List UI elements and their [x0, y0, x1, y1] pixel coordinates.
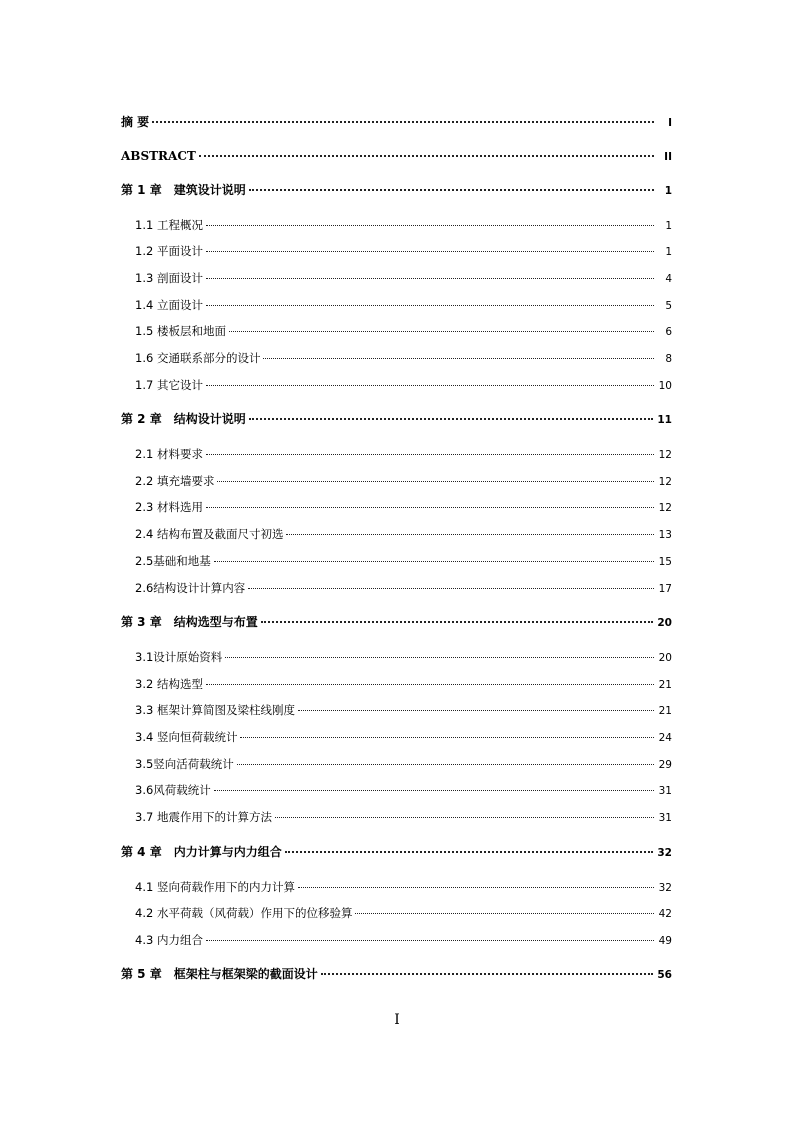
chapter-number: 第 3 章: [121, 615, 162, 629]
dot-leader: [237, 764, 654, 765]
section-label: 3.3 框架计算简图及梁柱线刚度: [135, 703, 295, 717]
section-label: 3.5竖向活荷载统计: [135, 757, 234, 771]
dot-leader: [261, 621, 654, 623]
toc-page-number: 17: [658, 583, 672, 595]
dot-leader: [206, 305, 654, 306]
dot-leader: [206, 225, 654, 226]
dot-leader: [206, 507, 654, 508]
toc-label: 摘 要: [121, 115, 150, 129]
section-label: 1.2 平面设计: [135, 244, 203, 258]
toc-page-number: 31: [658, 812, 672, 824]
section-label: 2.2 填充墙要求: [135, 474, 215, 488]
dot-leader: [214, 790, 654, 791]
toc-section-3-5[interactable]: [135, 756, 672, 772]
toc-label: ABSTRACT: [121, 149, 196, 163]
dot-leader: [206, 940, 654, 941]
chapter-number: 第 5 章: [121, 967, 162, 981]
toc-page-number: 12: [658, 476, 672, 488]
dot-leader: [275, 817, 654, 818]
toc-page-number: 5: [665, 300, 672, 312]
chapter-title: 框架柱与框架梁的截面设计: [173, 967, 318, 981]
toc-chapter-4[interactable]: [121, 844, 672, 860]
toc-section-1-7[interactable]: [135, 377, 672, 393]
dot-leader: [199, 155, 654, 157]
toc-section-2-6[interactable]: [135, 580, 672, 596]
toc-section-3-7[interactable]: [135, 809, 672, 825]
dot-leader: [206, 251, 654, 252]
page-footer-number: I: [394, 1012, 400, 1028]
dot-leader: [206, 454, 654, 455]
toc-page-number: 20: [657, 617, 672, 629]
toc-section-1-4[interactable]: [135, 297, 672, 313]
chapter-title: 内力计算与内力组合: [173, 845, 282, 859]
dot-leader: [225, 657, 654, 658]
toc-chapter-2[interactable]: [121, 411, 672, 427]
toc-page-number: 4: [665, 273, 672, 285]
toc-page-number: 6: [665, 326, 672, 338]
dot-leader: [214, 561, 654, 562]
toc-page-number: 15: [658, 556, 672, 568]
toc-section-3-2[interactable]: [135, 676, 672, 692]
section-label: 2.6结构设计计算内容: [135, 581, 246, 595]
dot-leader: [240, 737, 654, 738]
section-label: 3.6风荷载统计: [135, 783, 211, 797]
toc-page-number: 31: [658, 785, 672, 797]
dot-leader: [298, 710, 654, 711]
toc-page-number: 12: [658, 449, 672, 461]
section-label: 2.3 材料选用: [135, 500, 203, 514]
dot-leader: [249, 189, 654, 191]
section-label: 2.1 材料要求: [135, 447, 203, 461]
toc-entry-abstract-cn[interactable]: [121, 114, 672, 130]
toc-page-number: 21: [658, 705, 672, 717]
toc-page-number: 56: [657, 969, 672, 981]
dot-leader: [298, 887, 654, 888]
toc-section-4-2[interactable]: [135, 905, 672, 921]
chapter-title: 结构设计说明: [173, 412, 246, 426]
toc-section-1-3[interactable]: [135, 270, 672, 286]
toc-section-1-6[interactable]: [135, 350, 672, 366]
toc-page-number: 10: [658, 380, 672, 392]
toc-page-number: 8: [665, 353, 672, 365]
dot-leader: [249, 418, 654, 420]
toc-section-3-1[interactable]: [135, 649, 672, 665]
chapter-number: 第 2 章: [121, 412, 162, 426]
toc-page-number: II: [664, 151, 672, 163]
toc-section-1-5[interactable]: [135, 323, 672, 339]
dot-leader: [355, 913, 654, 914]
toc-page-number: 21: [658, 679, 672, 691]
toc-section-1-2[interactable]: [135, 243, 672, 259]
toc-page-number: 1: [665, 220, 672, 232]
section-label: 4.2 水平荷载（风荷载）作用下的位移验算: [135, 906, 353, 920]
section-label: 3.7 地震作用下的计算方法: [135, 810, 272, 824]
dot-leader: [152, 121, 654, 123]
toc-page-number: 42: [658, 908, 672, 920]
toc-page-number: 29: [658, 759, 672, 771]
toc-section-2-2[interactable]: [135, 473, 672, 489]
dot-leader: [206, 385, 654, 386]
toc-section-3-4[interactable]: [135, 729, 672, 745]
section-label: 1.3 剖面设计: [135, 271, 203, 285]
section-label: 4.1 竖向荷载作用下的内力计算: [135, 880, 295, 894]
chapter-title: 结构选型与布置: [173, 615, 258, 629]
toc-page-number: 49: [658, 935, 672, 947]
toc-page-number: 24: [658, 732, 672, 744]
dot-leader: [286, 534, 654, 535]
section-label: 1.5 楼板层和地面: [135, 324, 226, 338]
section-label: 1.6 交通联系部分的设计: [135, 351, 261, 365]
toc-page-number: 13: [658, 529, 672, 541]
toc-section-3-3[interactable]: [135, 702, 672, 718]
toc-section-2-4[interactable]: [135, 526, 672, 542]
toc-page-number: 32: [658, 882, 672, 894]
toc-chapter-3[interactable]: [121, 614, 672, 630]
toc-chapter-5[interactable]: [121, 966, 672, 982]
toc-page-number: 1: [664, 185, 672, 197]
chapter-title: 建筑设计说明: [173, 183, 246, 197]
dot-leader: [285, 851, 654, 853]
toc-page-number: 32: [657, 847, 672, 859]
toc-section-4-1[interactable]: [135, 879, 672, 895]
section-label: 3.4 竖向恒荷载统计: [135, 730, 238, 744]
section-label: 1.7 其它设计: [135, 378, 203, 392]
toc-section-1-1[interactable]: [135, 217, 672, 233]
section-label: 1.4 立面设计: [135, 298, 203, 312]
toc-page-number: 11: [657, 414, 672, 426]
toc-section-2-3[interactable]: [135, 499, 672, 515]
section-label: 3.2 结构选型: [135, 677, 203, 691]
section-label: 1.1 工程概况: [135, 218, 203, 232]
dot-leader: [229, 331, 654, 332]
toc-entry-abstract-en[interactable]: [121, 148, 672, 164]
toc-chapter-1[interactable]: [121, 182, 672, 198]
toc-page-number: 20: [658, 652, 672, 664]
section-label: 3.1设计原始资料: [135, 650, 223, 664]
dot-leader: [206, 684, 654, 685]
toc-page-number: 12: [658, 502, 672, 514]
chapter-number: 第 4 章: [121, 845, 162, 859]
toc-section-2-5[interactable]: [135, 553, 672, 569]
toc-section-2-1[interactable]: [135, 446, 672, 462]
section-label: 4.3 内力组合: [135, 933, 203, 947]
chapter-number: 第 1 章: [121, 183, 162, 197]
toc-page-number: I: [668, 117, 672, 129]
dot-leader: [263, 358, 654, 359]
toc-section-3-6[interactable]: [135, 782, 672, 798]
dot-leader: [206, 278, 654, 279]
section-label: 2.5基础和地基: [135, 554, 211, 568]
dot-leader: [248, 588, 654, 589]
dot-leader: [321, 973, 654, 975]
section-label: 2.4 结构布置及截面尺寸初选: [135, 527, 284, 541]
toc-page-number: 1: [665, 246, 672, 258]
dot-leader: [217, 481, 654, 482]
toc-section-4-3[interactable]: [135, 932, 672, 948]
